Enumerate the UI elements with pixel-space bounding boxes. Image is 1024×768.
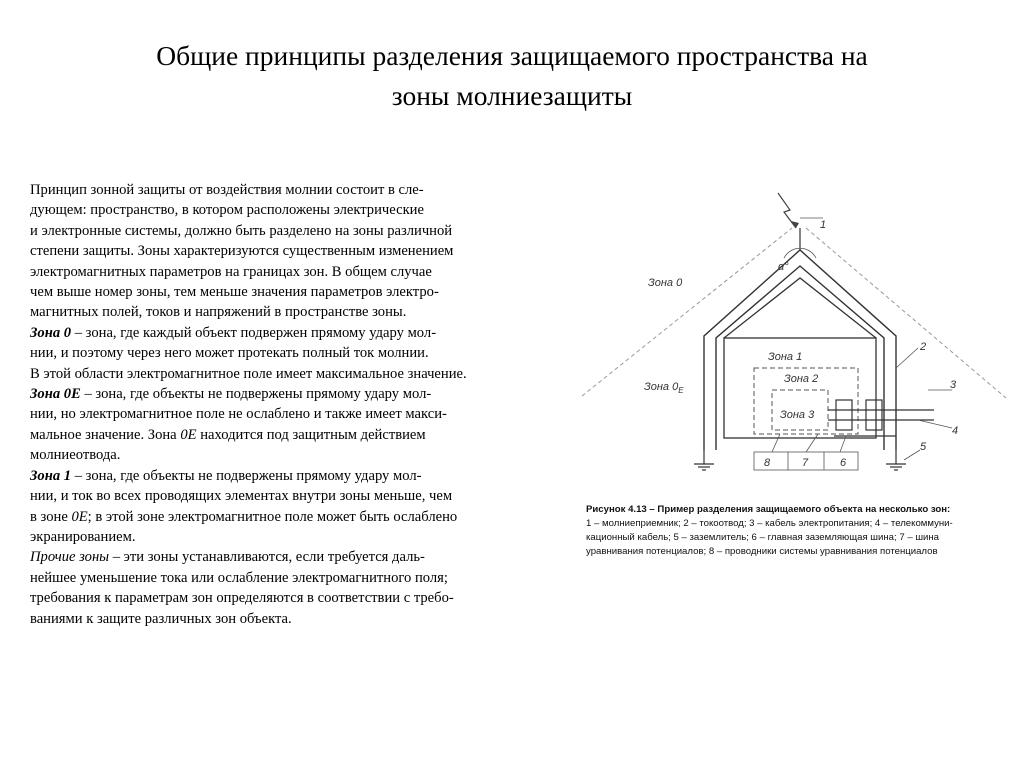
text-line: нии, и ток во всех проводящих элементах внутри зоны меньше, чем — [30, 488, 453, 505]
text-fragment: находится под защитным действием — [196, 426, 426, 443]
building-inner-roof — [724, 278, 876, 338]
leader-5 — [904, 450, 920, 460]
text-fragment: мальное значение. Зона — [30, 426, 181, 443]
lightning-strike-icon — [778, 193, 799, 228]
text-line: нии, но электромагнитное поле не ослаблено и также имеет макси- — [30, 406, 447, 423]
figure-caption — [586, 503, 1024, 559]
text-line: молниеотвода. — [30, 447, 121, 464]
title-line-1: Общие принципы разделения защищаемого пространства на — [156, 40, 868, 71]
text-line: Принцип зонной защиты от воздействия молнии состоит в сле- — [30, 182, 424, 198]
label-6: 6 — [840, 457, 847, 469]
other-zones-term: Прочие зоны — [30, 549, 110, 566]
caption-line: уравнивания потенциалов; 8 – проводники системы уравнивания потенциалов — [586, 546, 938, 557]
text-line: ваниями к защите различных зон объекта. — [30, 610, 292, 627]
label-1: 1 — [820, 219, 827, 231]
equipotential-boxes — [836, 400, 882, 430]
text-line: и электронные системы, должно быть разделено на зоны различной — [30, 222, 453, 239]
text-line: В этой области электромагнитное поле имеет максимальное значение. — [30, 365, 467, 382]
text-fragment: ; в этой зоне электромагнитное поле может быть ослаблено — [87, 508, 458, 525]
leader-4 — [918, 420, 952, 428]
zone-0e-term: Зона 0Е — [30, 386, 81, 403]
text-line: электромагнитных параметров на границах зон. В общем случае — [30, 263, 432, 280]
text-line: нии, и поэтому через него может протекать полный ток молнии. — [30, 345, 429, 362]
zone-0e-text: Зона 0 — [644, 381, 679, 393]
label-5: 5 — [920, 441, 927, 453]
text-line — [30, 384, 550, 404]
text-line: требования к параметрам зон определяются в соответствии с требо- — [30, 590, 454, 607]
body-text — [30, 180, 550, 629]
label-8: 8 — [764, 457, 771, 469]
figure-number: Рисунок 4.13 — [586, 504, 647, 515]
caption-line: кационный кабель; 5 – заземлитель; 6 – главная заземляющая шина; 7 – шина — [586, 532, 940, 543]
zone-0e-label — [644, 381, 684, 395]
label-3: 3 — [950, 379, 957, 391]
text-fragment: 0Е — [71, 508, 88, 525]
text-fragment: – зона, где объекты не подвержены прямому удару мол- — [71, 467, 422, 484]
zone-1-term: Зона 1 — [30, 467, 72, 484]
earth-electrode-left — [694, 450, 714, 470]
zone-diagram-svg — [578, 188, 1008, 498]
zone-0-label: Зона 0 — [648, 277, 683, 289]
label-2: 2 — [920, 341, 927, 353]
title-line-2: зоны молниезащиты — [391, 80, 633, 111]
text-line — [30, 425, 550, 445]
text-line — [30, 466, 550, 486]
zone-0e-subscript: E — [678, 386, 684, 395]
text-line: экранированием. — [30, 528, 136, 545]
page-title — [20, 36, 1004, 116]
text-line: дующем: пространство, в котором расположены электрические — [30, 202, 424, 219]
leader-2 — [896, 348, 918, 368]
zone-0-term: Зона 0 — [30, 324, 72, 341]
alpha-label: α° — [778, 261, 789, 273]
zone-1-label: Зона 1 — [768, 351, 803, 363]
text-line — [30, 507, 550, 527]
text-line: нейшее уменьшение тока или ослабление электромагнитного поля; — [30, 569, 448, 586]
text-fragment: – зона, где каждый объект подвержен прямому удару мол- — [71, 324, 437, 341]
text-line: магнитных полей, токов и напряжений в пространстве зоны. — [30, 304, 407, 321]
text-fragment: – эти зоны устанавливаются, если требуется даль- — [109, 549, 425, 566]
figure-title: – Пример разделения защищаемого объекта на несколько зон: — [646, 504, 951, 515]
text-line: чем выше номер зоны, тем меньше значения параметров электро- — [30, 284, 439, 301]
label-7: 7 — [802, 457, 809, 469]
text-line: степени защиты. Зоны характеризуются существенным изменением — [30, 243, 454, 260]
zone-2-label: Зона 2 — [784, 373, 819, 385]
text-fragment: в зоне — [30, 508, 72, 525]
caption-line: 1 – молниеприемник; 2 – токоотвод; 3 – кабель электропитания; 4 – телекоммуни- — [586, 518, 953, 529]
caption-line — [586, 503, 1024, 517]
zone-3-label: Зона 3 — [780, 409, 815, 421]
text-line — [30, 323, 550, 343]
zone-diagram — [578, 188, 1008, 498]
label-4: 4 — [952, 425, 959, 437]
text-fragment: 0Е — [180, 426, 197, 443]
text-line — [30, 547, 550, 567]
text-fragment: – зона, где объекты не подвержены прямому удару мол- — [80, 386, 432, 403]
earth-electrode-right — [886, 450, 906, 470]
input-cables — [828, 410, 934, 420]
